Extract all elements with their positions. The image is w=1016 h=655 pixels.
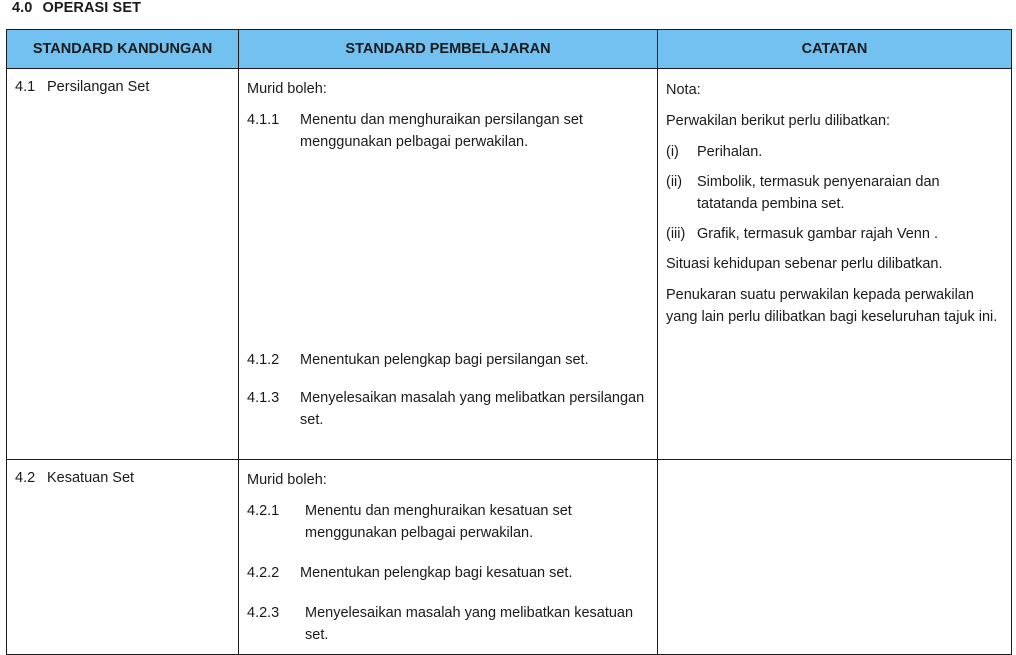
header-catatan: CATATAN bbox=[658, 30, 1012, 69]
standard-code: 4.1.1 bbox=[247, 112, 280, 128]
table-row bbox=[7, 460, 1012, 655]
standard-item bbox=[247, 602, 649, 646]
notes-cell bbox=[658, 460, 1012, 655]
learning-standard-cell bbox=[239, 69, 658, 460]
learning-standard-cell bbox=[239, 460, 658, 655]
lead-text: Murid boleh: bbox=[247, 81, 327, 97]
content-standard-cell bbox=[7, 460, 239, 655]
section-heading: OPERASI SET bbox=[42, 0, 142, 16]
notes-text: Simbolik, termasuk penyenaraian dan tatatanda pembina set. bbox=[697, 174, 940, 212]
notes-text: Perihalan. bbox=[697, 144, 763, 160]
notes-marker: (iii) bbox=[666, 226, 686, 242]
standard-text: Menentukan pelengkap bagi kesatuan set. bbox=[300, 565, 573, 581]
standard-code: 4.1.2 bbox=[247, 352, 280, 368]
standard-text: Menentu dan menghuraikan kesatuan set menggunakan pelbagai perwakilan. bbox=[305, 503, 572, 541]
standard-item bbox=[247, 387, 649, 431]
notes-marker: (i) bbox=[666, 144, 679, 160]
section-number: 4.0 bbox=[12, 0, 33, 16]
header-standard-pembelajaran: STANDARD PEMBELAJARAN bbox=[239, 30, 658, 69]
notes-paragraph: Situasi kehidupan sebenar perlu dilibatkan. bbox=[666, 256, 943, 272]
lead-text: Murid boleh: bbox=[247, 472, 327, 488]
notes-intro: Perwakilan berikut perlu dilibatkan: bbox=[666, 113, 891, 129]
table-header-row bbox=[7, 30, 1012, 69]
content-title: Persilangan Set bbox=[47, 79, 150, 95]
notes-text: Grafik, termasuk gambar rajah Venn . bbox=[697, 226, 938, 242]
standard-code: 4.2.2 bbox=[247, 565, 280, 581]
content-title: Kesatuan Set bbox=[47, 470, 135, 486]
content-standard-cell bbox=[7, 69, 239, 460]
header-standard-kandungan: STANDARD KANDUNGAN bbox=[7, 30, 239, 69]
table-row bbox=[7, 69, 1012, 460]
notes-paragraph: Penukaran suatu perwakilan kepada perwakilan yang lain perlu dilibatkan bagi keseluruhan tajuk ini. bbox=[666, 287, 998, 325]
standard-text: Menentukan pelengkap bagi persilangan set. bbox=[300, 352, 589, 368]
content-code: 4.2 bbox=[15, 470, 36, 486]
content-code: 4.1 bbox=[15, 79, 36, 95]
notes-list-item bbox=[666, 171, 1003, 215]
notes-heading: Nota: bbox=[666, 82, 701, 98]
standard-text: Menyelesaikan masalah yang melibatkan kesatuan set. bbox=[305, 605, 634, 643]
standard-item bbox=[247, 349, 649, 371]
standard-item bbox=[247, 109, 649, 153]
curriculum-table bbox=[6, 29, 1012, 655]
notes-list-item bbox=[666, 223, 1003, 245]
standard-text: Menentu dan menghuraikan persilangan set menggunakan pelbagai perwakilan. bbox=[300, 112, 583, 150]
standard-text: Menyelesaikan masalah yang melibatkan persilangan set. bbox=[300, 390, 645, 428]
standard-item bbox=[247, 562, 649, 584]
notes-cell bbox=[658, 69, 1012, 460]
standard-code: 4.1.3 bbox=[247, 390, 280, 406]
section-title bbox=[12, 0, 141, 16]
standard-code: 4.2.3 bbox=[247, 605, 280, 621]
standard-item bbox=[247, 500, 649, 544]
notes-list-item bbox=[666, 141, 1003, 163]
standard-code: 4.2.1 bbox=[247, 503, 280, 519]
notes-marker: (ii) bbox=[666, 174, 683, 190]
